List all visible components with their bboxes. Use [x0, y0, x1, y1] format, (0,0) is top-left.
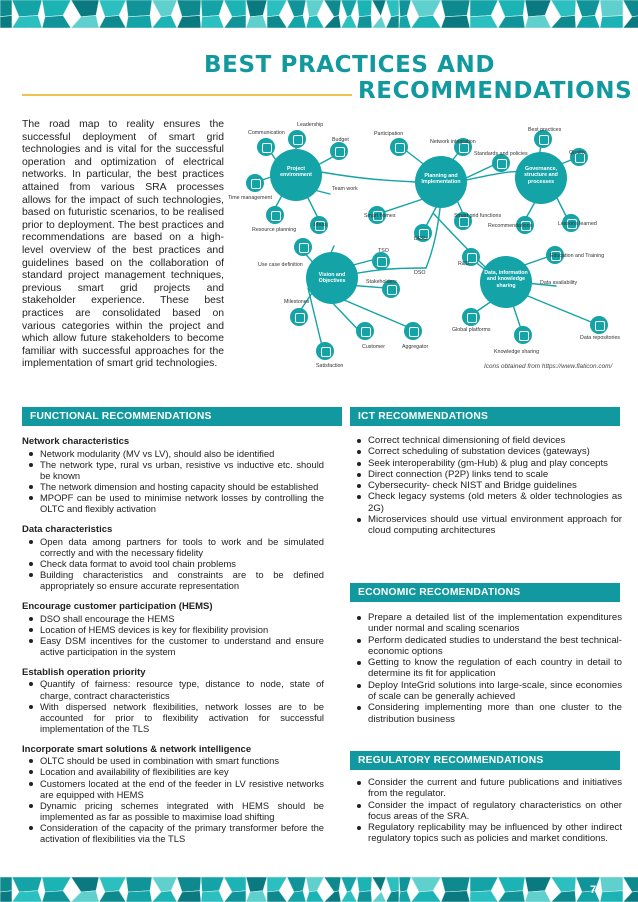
- communication-icon: [257, 138, 275, 156]
- label-network-integration: Network integration: [430, 139, 476, 145]
- list-item: Regulatory replicability may be influenced by other indirect regulatory topics such as policies and market conditions.: [350, 822, 622, 845]
- mosaic-tile: [246, 15, 267, 28]
- mosaic-tile: [357, 877, 372, 892]
- participation-icon: [390, 138, 408, 156]
- mosaic-tile: [441, 891, 470, 902]
- mosaic-tile: [441, 15, 470, 28]
- list-item: Cybersecurity- check NIST and Bridge guidelines: [350, 480, 622, 491]
- mosaic-tile: [71, 877, 99, 892]
- mosaic-tile: [399, 877, 411, 892]
- mosaic-tile: [498, 15, 525, 28]
- mosaic-tile: [224, 877, 246, 892]
- mosaic-tile: [306, 15, 324, 28]
- label-aggregator: Aggregator: [402, 344, 429, 350]
- mosaic-tile: [576, 877, 600, 892]
- regulatory-recommendations: [350, 777, 622, 845]
- label-satisfaction: Satisfaction: [316, 363, 344, 369]
- group-title: Incorporate smart solutions & network intelligence: [22, 743, 252, 755]
- list-item: Location of HEMS devices is key for flexibility provision: [22, 624, 324, 635]
- list-item: Dynamic pricing schemes integrated with HEMS should be implemented as far as possible to maximise load shifting: [22, 800, 324, 822]
- mosaic-tile: [470, 0, 498, 17]
- mosaic-tile: [525, 891, 551, 902]
- list-item: Check data format to avoid tool chain problems: [22, 558, 324, 569]
- mosaic-tile: [623, 0, 638, 17]
- mosaic-tile: [246, 891, 267, 902]
- mosaic-tile: [152, 0, 177, 17]
- time-management-icon: [246, 174, 264, 192]
- mosaic-tile: [357, 0, 372, 17]
- mosaic-tile: [287, 15, 306, 28]
- mosaic-tile: [623, 877, 638, 892]
- label-education: Education and Training: [550, 253, 605, 259]
- label-lessons-learned: Lessons learned: [558, 221, 597, 227]
- list-item: Correct technical dimensioning of field devices: [350, 435, 622, 446]
- mosaic-tile: [386, 0, 399, 17]
- mosaic-tile: [372, 15, 386, 28]
- intro-paragraph: The road map to reality ensures the successful deployment of smart grid technologies and is vital for the successful operation and optimization of electrical networks. In particular, the best practices attained from various SRA processes allows for the impact of such technologies, based on futuristic scenarios, to be realised prior to deployment. The best practices and recommendations are based on a high-level overview of the best practices and guidelines based on the collaboration of standard project management techniques, previous smart grid projects and stakeholder experience. These best practices are consolidated based on various categories within the project and which allow future stakeholders to become familiar with successful approaches for the implementation of smart grid technologies.: [22, 119, 224, 370]
- label-use-case-definition: Use case definition: [258, 262, 303, 268]
- mosaic-tile: [306, 877, 324, 892]
- economic-heading: ECONOMIC RECOMENDATIONS: [350, 583, 620, 602]
- mosaic-tile: [341, 15, 357, 28]
- hub-data-sharing: Data, information and knowledge sharing: [484, 270, 528, 289]
- group-smart-solutions: [22, 744, 324, 844]
- label-communication: Communication: [248, 130, 285, 136]
- mosaic-tile: [267, 891, 287, 902]
- mosaic-tile: [126, 0, 152, 17]
- knowledge-sharing-icon: [514, 326, 532, 344]
- list-item: With dispersed network flexibilities, network losses are to be accounted for prior to flexibility activation for successful implementation of the TLS: [22, 701, 324, 734]
- group-network-characteristics: [22, 436, 324, 514]
- mosaic-tile: [42, 891, 71, 902]
- mosaic-tile: [71, 891, 99, 902]
- regulatory-heading: REGULATORY RECOMMENDATIONS: [350, 751, 620, 770]
- ict-recommendations: [350, 435, 622, 537]
- mosaic-tile: [399, 0, 411, 17]
- list-item: Deploy InteGrid solutions into large-scale, since economies of scale can be generally achieved: [350, 680, 622, 703]
- resource-planning-icon: [266, 206, 284, 224]
- label-time-management: Time management: [228, 195, 272, 201]
- label-customer: Customer: [362, 344, 385, 350]
- mosaic-tile: [152, 877, 177, 892]
- mosaic-tile: [224, 0, 246, 17]
- mosaic-tile: [71, 0, 99, 17]
- label-smart-grid-functions: Smart grid functions: [454, 213, 502, 219]
- mosaic-tile: [498, 0, 525, 17]
- mosaic-tile: [201, 15, 224, 28]
- label-best-practices: Best practices: [528, 127, 562, 133]
- list-item: Direct connection (P2P) links tend to scale: [350, 469, 622, 480]
- mosaic-tile: [126, 15, 152, 28]
- mosaic-tile: [525, 15, 551, 28]
- mosaic-tile: [324, 15, 341, 28]
- budget-icon: [330, 142, 348, 160]
- group-data-characteristics: [22, 524, 324, 591]
- group-title: Establish operation priority: [22, 666, 146, 678]
- label-standards-policies: Standards and policies: [474, 151, 528, 157]
- mosaic-tile: [525, 877, 551, 892]
- list-item: Customers located at the end of the feeder in LV resistive networks are equipped with HEMS: [22, 778, 324, 800]
- mosaic-tile: [267, 877, 287, 892]
- list-item: Perform dedicated studies to understand the best technical-economic options: [350, 635, 622, 658]
- list-item: Open data among partners for tools to work and be simulated correctly and with the necessary fidelity: [22, 536, 324, 558]
- list-item: Correct scheduling of substation devices (gateways): [350, 446, 622, 457]
- hub-vision-objectives: Vision and Objectives: [318, 272, 346, 285]
- mosaic-tile: [177, 15, 201, 28]
- mosaic-tile: [498, 891, 525, 902]
- mosaic-tile: [357, 15, 372, 28]
- label-participation: Participation: [374, 131, 404, 137]
- list-item: Seek interoperability (gm-Hub) & plug and play concepts: [350, 458, 622, 469]
- list-item: DSO shall encourage the HEMS: [22, 613, 324, 624]
- list-item: OLTC should be used in combination with smart functions: [22, 755, 324, 766]
- mosaic-tile: [600, 877, 623, 892]
- mosaic-tile: [0, 891, 12, 902]
- group-operation-priority: [22, 667, 324, 734]
- mosaic-tile: [411, 15, 441, 28]
- label-rnd: R&D: [458, 261, 470, 267]
- mosaic-tile: [551, 0, 576, 17]
- mosaic-tile: [201, 891, 224, 902]
- label-leadership: Leadership: [297, 122, 324, 128]
- label-quality: Quality: [569, 150, 586, 156]
- mosaic-tile: [386, 877, 399, 892]
- label-tso: TSO: [378, 248, 389, 254]
- mosaic-tile: [152, 891, 177, 902]
- mosaic-pattern-top: [0, 0, 638, 28]
- mosaic-tile: [12, 0, 42, 17]
- tso-icon: [372, 252, 390, 270]
- label-data-availability: Data availability: [540, 280, 578, 286]
- use-case-icon: [294, 238, 312, 256]
- mosaic-tile: [576, 0, 600, 17]
- mosaic-tile: [525, 0, 551, 17]
- mosaic-tile: [152, 15, 177, 28]
- mosaic-tile: [177, 0, 201, 17]
- list-item: The network type, rural vs urban, resistive vs inductive etc. should be known: [22, 459, 324, 481]
- hub-project-environment: Project environment: [280, 166, 312, 179]
- mosaic-tile: [551, 15, 576, 28]
- mosaic-tile: [246, 877, 267, 892]
- best-practices-mind-map: [226, 118, 634, 378]
- mosaic-tile: [287, 877, 306, 892]
- label-recommendations: Recommendations: [488, 223, 533, 229]
- label-global-platforms: Global platforms: [452, 327, 491, 333]
- functional-heading: FUNCTIONAL RECOMMENDATIONS: [22, 407, 342, 426]
- mosaic-pattern-bottom: [0, 877, 638, 902]
- group-title: Network characteristics: [22, 436, 130, 447]
- header-mosaic-banner: [0, 0, 638, 28]
- mosaic-tile: [470, 877, 498, 892]
- mosaic-tile: [224, 15, 246, 28]
- mosaic-tile: [0, 0, 12, 17]
- mosaic-tile: [551, 891, 576, 902]
- mosaic-tile: [42, 0, 71, 17]
- mosaic-tile: [267, 15, 287, 28]
- list-item: MPOPF can be used to minimise network losses by controlling the OLTC and flexibly activation: [22, 492, 324, 514]
- mosaic-tile: [341, 0, 357, 17]
- list-item: The network dimension and hosting capacity should be established: [22, 481, 324, 492]
- mosaic-tile: [126, 877, 152, 892]
- mosaic-tile: [0, 877, 12, 892]
- mosaic-tile: [324, 877, 341, 892]
- page-number: 7: [590, 884, 597, 896]
- mosaic-tile: [12, 891, 42, 902]
- list-item: Building characteristics and constraints are to be defined appropriately so ensure accurate representation: [22, 569, 324, 591]
- page-title-line1: BEST PRACTICES AND: [204, 52, 496, 78]
- mosaic-tile: [386, 891, 399, 902]
- mosaic-tile: [600, 15, 623, 28]
- mosaic-tile: [246, 0, 267, 17]
- label-milestones: Milestones: [284, 299, 310, 305]
- mosaic-tile: [600, 891, 623, 902]
- footer-mosaic-banner: [0, 877, 638, 902]
- customer-icon: [356, 322, 374, 340]
- list-item: Consideration of the capacity of the primary transformer before the activation of flexibilities via the TLS: [22, 822, 324, 844]
- mosaic-tile: [306, 891, 324, 902]
- mosaic-tile: [99, 891, 126, 902]
- label-resource-planning: Resource planning: [252, 227, 297, 233]
- mosaic-tile: [12, 877, 42, 892]
- mosaic-tile: [99, 0, 126, 17]
- list-item: Location and availability of flexibilities are key: [22, 766, 324, 777]
- mosaic-tile: [341, 891, 357, 902]
- list-item: Microservices should use virtual environment approach for cloud computing architectures: [350, 514, 622, 537]
- mosaic-tile: [399, 891, 411, 902]
- mosaic-tile: [357, 891, 372, 902]
- label-ders: DERs: [414, 236, 428, 242]
- mosaic-tile: [372, 0, 386, 17]
- mosaic-tile: [386, 15, 399, 28]
- mosaic-tile: [341, 877, 357, 892]
- ict-heading: ICT RECOMMENDATIONS: [350, 407, 620, 426]
- mosaic-tile: [372, 877, 386, 892]
- label-knowledge-sharing: Knowledge sharing: [494, 349, 540, 355]
- label-ideas: Ideas: [314, 222, 327, 228]
- mosaic-tile: [411, 0, 441, 17]
- icon-credit: Icons obtained from https://www.flaticon.com/: [484, 363, 613, 370]
- mosaic-tile: [201, 0, 224, 17]
- group-title: Encourage customer participation (HEMS): [22, 601, 213, 613]
- list-item: Consider the current and future publications and initiatives from the regulator.: [350, 777, 622, 800]
- label-budget: Budget: [332, 137, 349, 143]
- mosaic-tile: [600, 0, 623, 17]
- mosaic-tile: [99, 877, 126, 892]
- list-item: Network modularity (MV vs LV), should also be identified: [22, 448, 324, 459]
- mosaic-tile: [12, 15, 42, 28]
- label-smart-homes: Smart homes: [364, 213, 396, 219]
- mosaic-tile: [411, 891, 441, 902]
- mosaic-tile: [576, 891, 600, 902]
- label-team-work: Team work: [332, 186, 358, 192]
- list-item: Considering implementing more than one cluster to the distribution business: [350, 702, 622, 725]
- mosaic-tile: [42, 877, 71, 892]
- mosaic-tile: [201, 877, 224, 892]
- mosaic-tile: [177, 877, 201, 892]
- mosaic-tile: [441, 877, 470, 892]
- hub-planning-implementation: Planning and Implementation: [421, 173, 461, 186]
- list-item: Quantify of fairness: resource type, distance to node, state of charge, contract characteristics: [22, 678, 324, 700]
- label-dso: DSO: [414, 270, 426, 276]
- mosaic-tile: [411, 877, 441, 892]
- list-item: Prepare a detailed list of the implementation expenditures under normal and scaling scenarios: [350, 612, 622, 635]
- list-item: Easy DSM incentives for the customer to understand and ensure active participation in the system: [22, 635, 324, 657]
- milestones-icon: [290, 308, 308, 326]
- economic-recommendations: [350, 612, 622, 725]
- list-item: Getting to know the regulation of each country in detail to determine its fit for application: [350, 657, 622, 680]
- page-title-line2: RECOMMENDATIONS: [358, 78, 633, 104]
- list-item: Consider the impact of regulatory characteristics on other focus areas of the SRA.: [350, 800, 622, 823]
- mosaic-tile: [498, 877, 525, 892]
- mosaic-tile: [126, 891, 152, 902]
- mosaic-tile: [71, 15, 99, 28]
- mosaic-tile: [372, 891, 386, 902]
- data-repositories-icon: [590, 316, 608, 334]
- mosaic-tile: [470, 891, 498, 902]
- mosaic-tile: [551, 877, 576, 892]
- mosaic-tile: [287, 0, 306, 17]
- mosaic-tile: [441, 0, 470, 17]
- mosaic-tile: [324, 891, 341, 902]
- mosaic-tile: [267, 0, 287, 17]
- mosaic-tile: [287, 891, 306, 902]
- leadership-icon: [288, 130, 306, 148]
- mosaic-tile: [623, 15, 638, 28]
- list-item: Check legacy systems (old meters & older technologies as 2G): [350, 491, 622, 514]
- title-underline: [22, 94, 352, 96]
- mosaic-tile: [399, 15, 411, 28]
- label-stakeholders: Stakeholders: [366, 279, 397, 285]
- mosaic-tile: [177, 891, 201, 902]
- mosaic-tile: [576, 15, 600, 28]
- aggregator-icon: [404, 322, 422, 340]
- mosaic-tile: [224, 891, 246, 902]
- mosaic-tile: [42, 15, 71, 28]
- group-title: Data characteristics: [22, 524, 113, 536]
- mosaic-tile: [0, 15, 12, 28]
- satisfaction-icon: [316, 342, 334, 360]
- label-data-repositories: Data repositories: [580, 335, 621, 341]
- mosaic-tile: [623, 891, 638, 902]
- mosaic-tile: [324, 0, 341, 17]
- mosaic-tile: [306, 0, 324, 17]
- functional-recommendations: [22, 436, 324, 854]
- mosaic-tile: [99, 15, 126, 28]
- hub-governance: Governance, structure and processes: [524, 166, 558, 185]
- global-platforms-icon: [462, 308, 480, 326]
- group-customer-participation: [22, 601, 324, 657]
- mosaic-tile: [470, 15, 498, 28]
